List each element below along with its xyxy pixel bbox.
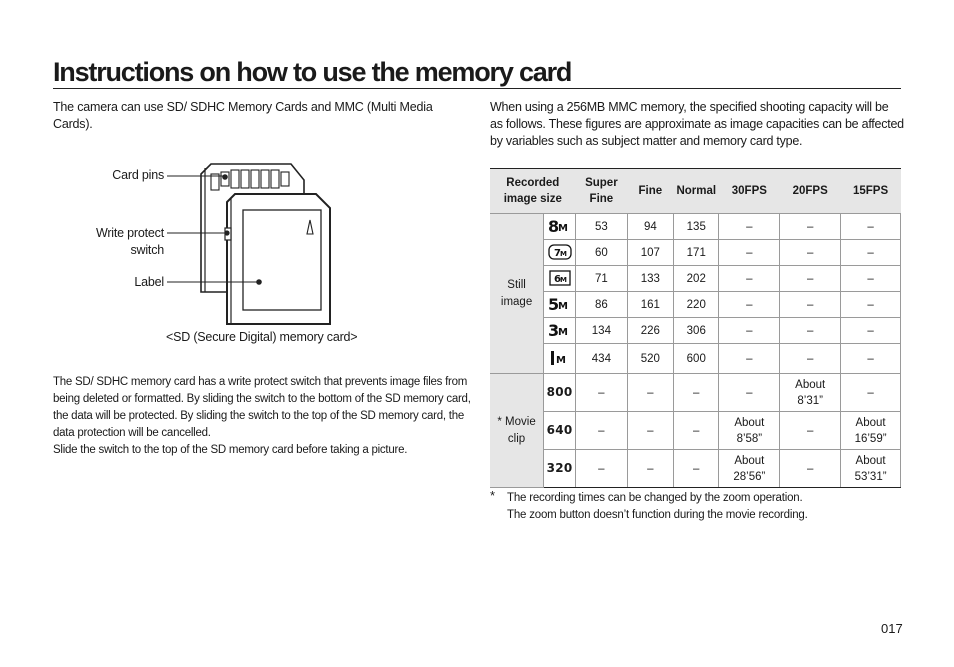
right-intro-text: When using a 256MB MMC memory, the specified shooting capacity will be as follows. These figures are approximate as image capacities can be affected by variables such as subject matter and memory card type. xyxy=(490,100,904,148)
footnote-line: The recording times can be changed by the zoom operation. xyxy=(507,492,803,504)
table-cell: – xyxy=(627,374,673,412)
table-cell: – xyxy=(576,374,628,412)
8M-size-icon xyxy=(544,214,576,240)
320-size-icon xyxy=(544,450,576,488)
table-cell: About 8’58” xyxy=(719,412,780,450)
table-cell: – xyxy=(780,214,841,240)
table-header: Fine xyxy=(627,169,673,214)
800-size-icon xyxy=(544,374,576,412)
table-header: 15FPS xyxy=(841,169,901,214)
table-cell: – xyxy=(719,240,780,266)
table-cell: 306 xyxy=(674,318,719,344)
table-cell: 94 xyxy=(627,214,673,240)
table-cell: – xyxy=(674,450,719,488)
table-cell: – xyxy=(719,344,780,374)
table-cell: 520 xyxy=(627,344,673,374)
table-cell: – xyxy=(627,412,673,450)
table-cell: About 16’59” xyxy=(841,412,901,450)
table-row xyxy=(490,266,901,292)
table-cell: 134 xyxy=(576,318,628,344)
table-cell: 600 xyxy=(674,344,719,374)
table-cell: – xyxy=(841,240,901,266)
table-cell: – xyxy=(674,412,719,450)
5M-size-icon xyxy=(544,292,576,318)
table-cell: – xyxy=(841,214,901,240)
label-label: Label xyxy=(134,275,164,289)
card-pins-label: Card pins xyxy=(112,168,164,182)
table-cell: 53 xyxy=(576,214,628,240)
3M-size-icon xyxy=(544,318,576,344)
movie-clip-label: * Movie clip xyxy=(497,415,536,445)
still-image-label: Still image xyxy=(500,278,533,308)
capacity-table xyxy=(490,168,901,488)
page-title: Instructions on how to use the memory card xyxy=(53,56,901,89)
table-cell: 434 xyxy=(576,344,628,374)
table-cell: 71 xyxy=(576,266,628,292)
table-row xyxy=(490,374,901,412)
table-header: 20FPS xyxy=(780,169,841,214)
svg-text:6: 6 xyxy=(553,274,561,286)
svg-text:M: M xyxy=(555,355,566,367)
left-intro-text: The camera can use SD/ SDHC Memory Cards and MMC (Multi Media Cards). xyxy=(53,100,433,131)
table-cell: 86 xyxy=(576,292,628,318)
table-cell: – xyxy=(627,450,673,488)
table-row xyxy=(490,318,901,344)
table-cell: About 8’31” xyxy=(780,374,841,412)
svg-text:M: M xyxy=(557,327,568,339)
svg-text:8: 8 xyxy=(547,218,559,235)
body-paragraph: Slide the switch to the top of the SD memory card before taking a picture. xyxy=(53,444,408,456)
footnote-line: The zoom button doesn’t function during the movie recording. xyxy=(507,509,808,521)
body-paragraph: The SD/ SDHC memory card has a write protect switch that prevents image files from being deleted or formatted. By sliding the switch to the bottom of the SD memory card, the data will be protected. By sliding the switch to the top of the SD memory card, the data protection will be cancelled. xyxy=(53,376,471,439)
table-header: Super Fine xyxy=(576,169,628,214)
table-cell: – xyxy=(780,318,841,344)
table-cell: – xyxy=(719,374,780,412)
table-cell: – xyxy=(780,450,841,488)
table-cell: – xyxy=(576,450,628,488)
footnote-star: * xyxy=(490,488,495,503)
table-cell: About 28’56” xyxy=(719,450,780,488)
table-cell: 220 xyxy=(674,292,719,318)
table-cell: 107 xyxy=(627,240,673,266)
table-cell: 202 xyxy=(674,266,719,292)
table-cell: 60 xyxy=(576,240,628,266)
table-row xyxy=(490,344,901,374)
table-cell: 135 xyxy=(674,214,719,240)
table-cell: – xyxy=(841,374,901,412)
table-cell: – xyxy=(780,240,841,266)
table-footnote xyxy=(490,490,808,524)
table-cell: About 53’31” xyxy=(841,450,901,488)
movie-size-label: 640 xyxy=(546,423,573,437)
sd-card-diagram xyxy=(165,158,345,330)
page-number: 017 xyxy=(881,621,903,636)
6M-size-icon xyxy=(544,266,576,292)
table-cell: – xyxy=(841,266,901,292)
svg-text:5: 5 xyxy=(547,296,559,313)
table-cell: 171 xyxy=(674,240,719,266)
table-row xyxy=(490,450,901,488)
table-cell: – xyxy=(719,318,780,344)
sd-card-caption: <SD (Secure Digital) memory card> xyxy=(166,330,358,344)
table-cell: – xyxy=(780,292,841,318)
table-cell: 226 xyxy=(627,318,673,344)
table-cell: – xyxy=(719,214,780,240)
svg-text:M: M xyxy=(557,223,568,235)
svg-text:M: M xyxy=(559,276,567,285)
table-cell: – xyxy=(841,318,901,344)
table-cell: – xyxy=(780,266,841,292)
table-row xyxy=(490,214,901,240)
svg-text:3: 3 xyxy=(547,322,559,339)
write-protect-label-line2: switch xyxy=(130,243,164,257)
svg-text:M: M xyxy=(559,250,567,259)
1M-size-icon xyxy=(544,344,576,374)
table-header: Recorded image size xyxy=(490,169,576,214)
write-protect-description xyxy=(53,374,473,459)
table-cell: – xyxy=(576,412,628,450)
table-cell: – xyxy=(841,344,901,374)
table-cell: 133 xyxy=(627,266,673,292)
table-cell: – xyxy=(719,266,780,292)
table-row xyxy=(490,240,901,266)
table-cell: – xyxy=(780,412,841,450)
640-size-icon xyxy=(544,412,576,450)
write-protect-label-line1: Write protect xyxy=(95,226,164,240)
table-row xyxy=(490,292,901,318)
table-cell: – xyxy=(719,292,780,318)
movie-size-label: 800 xyxy=(546,385,573,399)
movie-clip-group xyxy=(490,374,544,488)
7M-wide-size-icon xyxy=(544,240,576,266)
movie-size-label: 320 xyxy=(546,461,573,475)
table-cell: – xyxy=(841,292,901,318)
table-cell: – xyxy=(780,344,841,374)
table-header-row xyxy=(490,169,901,214)
table-cell: – xyxy=(674,374,719,412)
table-header: Normal xyxy=(674,169,719,214)
svg-text:M: M xyxy=(557,301,568,313)
svg-text:7: 7 xyxy=(553,248,561,260)
table-row xyxy=(490,412,901,450)
table-cell: 161 xyxy=(627,292,673,318)
still-image-group xyxy=(490,214,544,374)
table-header: 30FPS xyxy=(719,169,780,214)
